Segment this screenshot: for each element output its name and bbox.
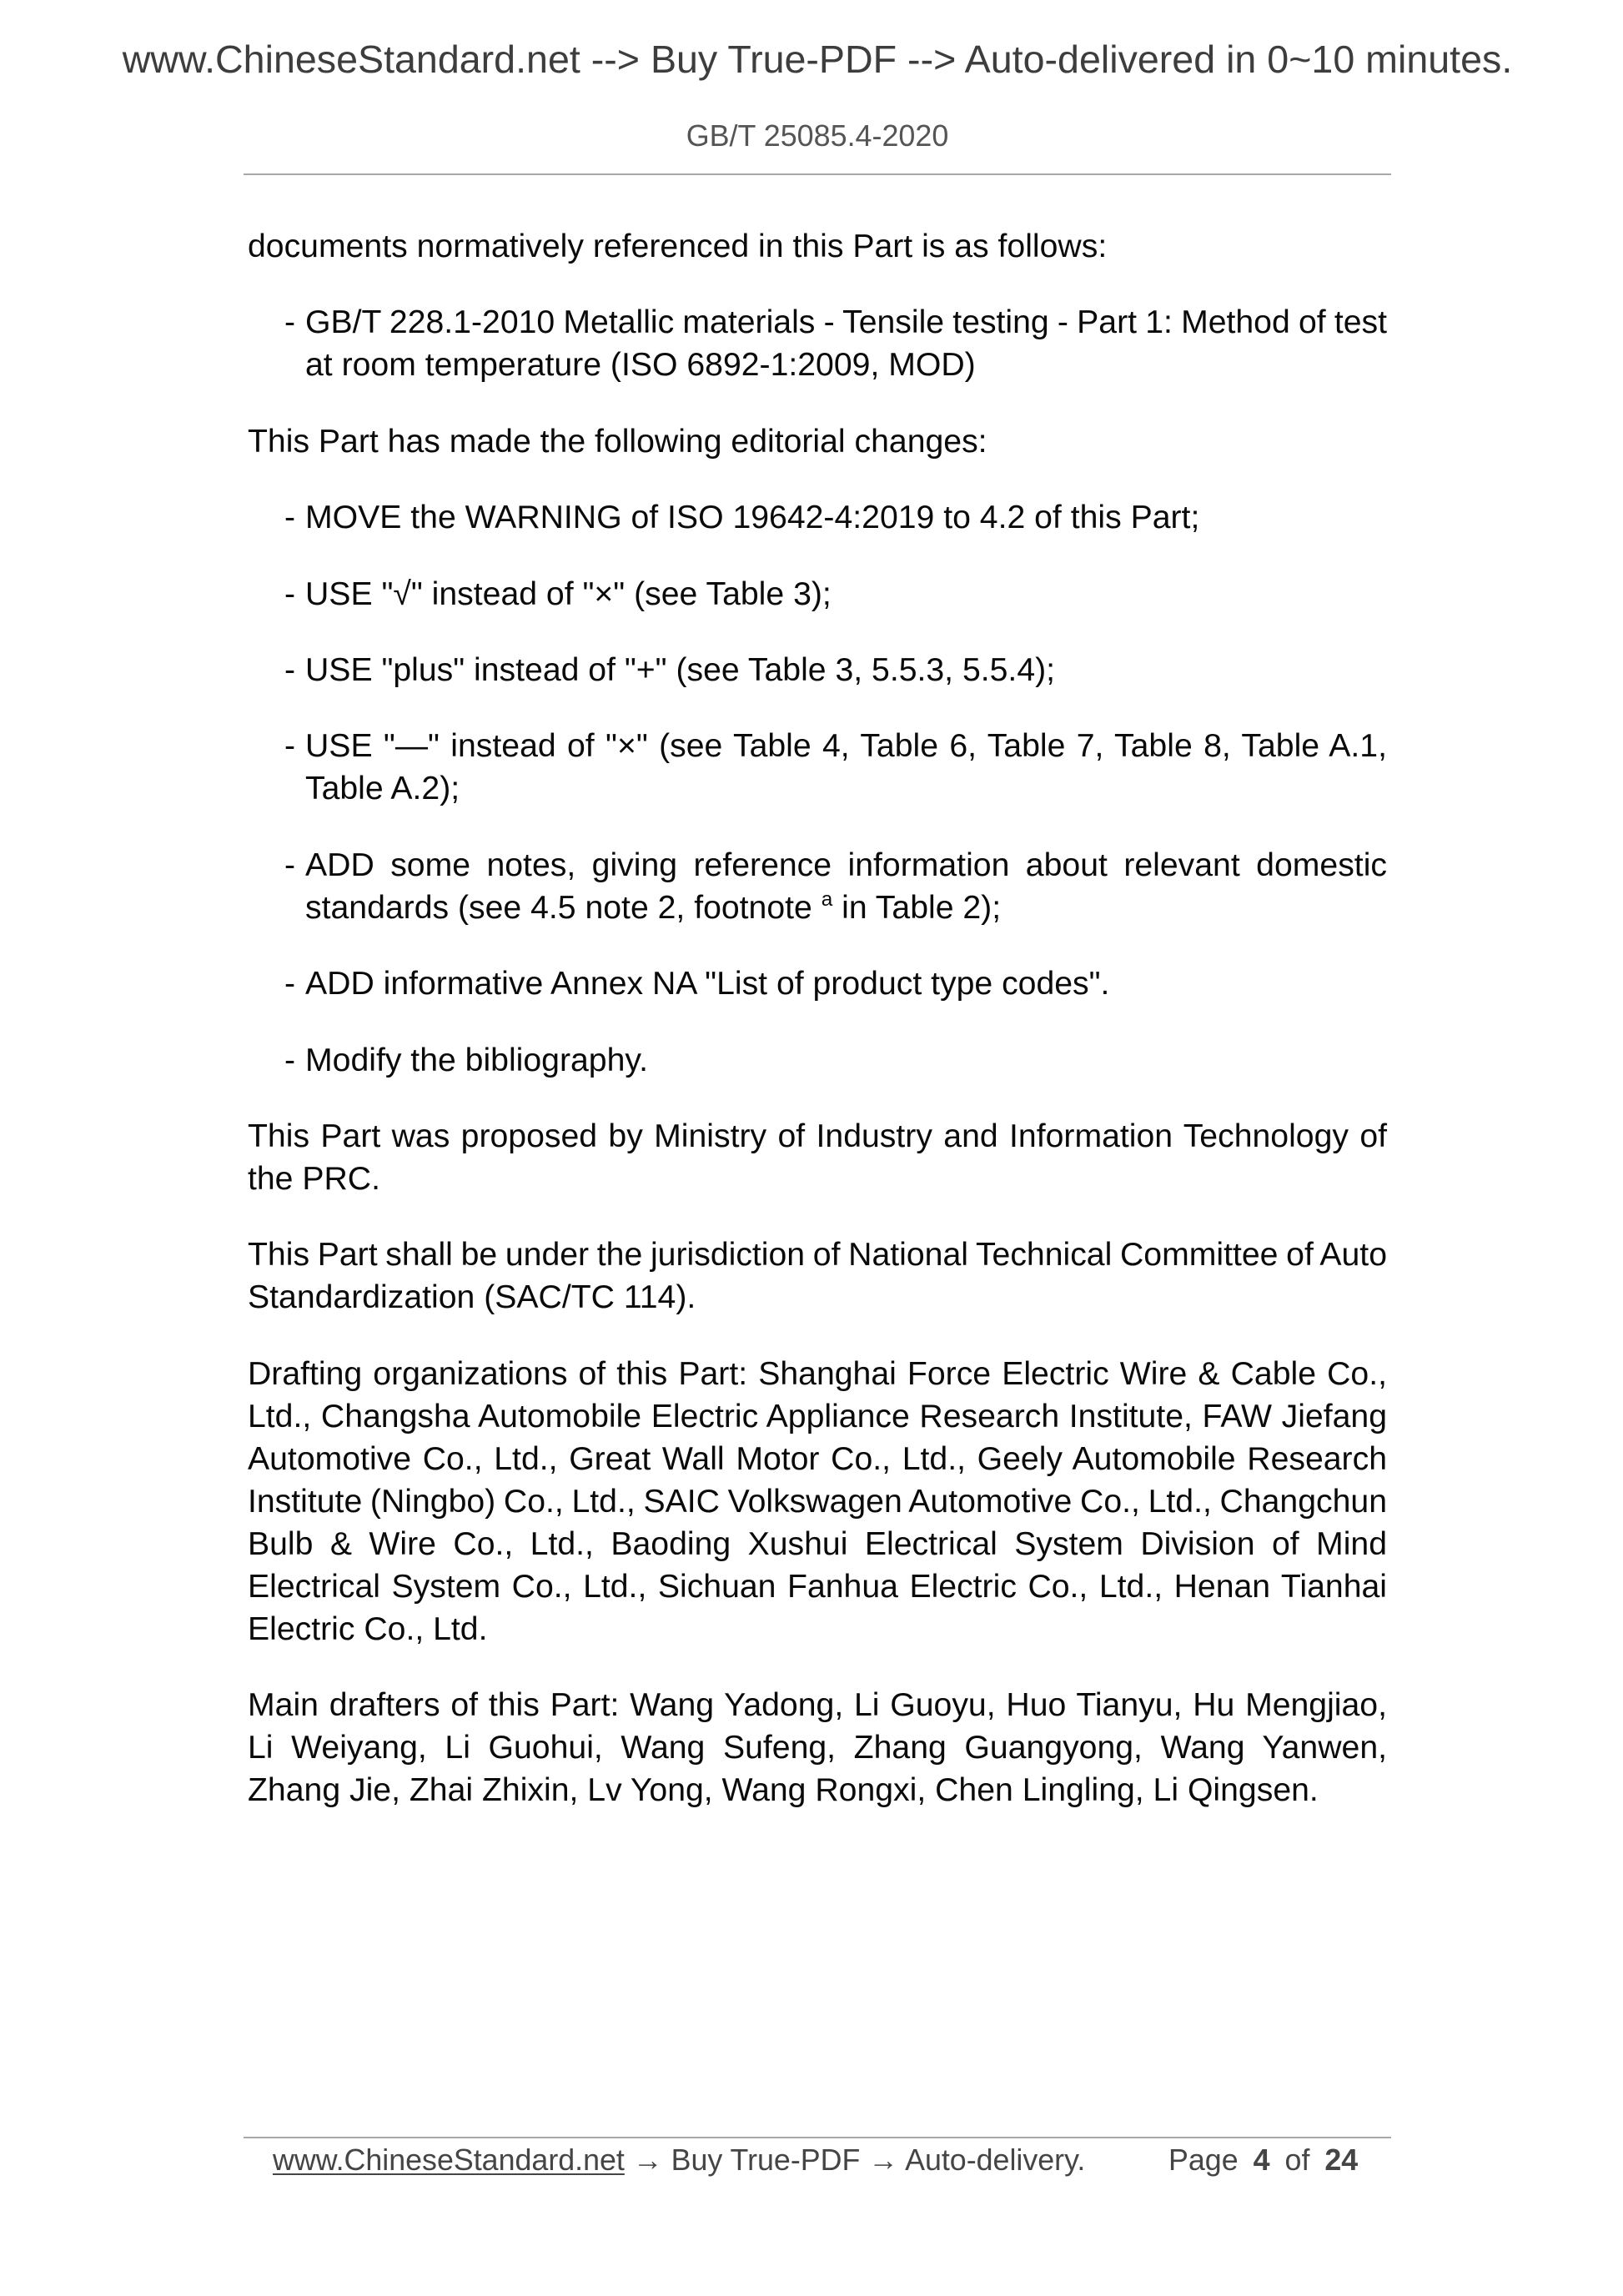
text-line: at room temperature (ISO 6892-1:2009, MOD) bbox=[305, 347, 976, 384]
text-line: Modify the bibliography. bbox=[305, 1042, 648, 1078]
text-line: Standardization (SAC/TC 114). bbox=[248, 1279, 696, 1316]
paragraph-editorial-changes-intro bbox=[248, 420, 1387, 463]
site-banner: www.ChineseStandard.net --> Buy True-PDF --> Auto-delivered in 0~10 minutes. bbox=[122, 38, 1513, 81]
text-line: Li Weiyang, Li Guohui, Wang Sufeng, Zhang Guangyong, Wang Yanwen, bbox=[248, 1730, 1387, 1766]
arrow-right-icon: → bbox=[632, 2143, 663, 2177]
footer-buy-label: Buy True-PDF bbox=[671, 2143, 861, 2177]
bullet-marker: - bbox=[284, 500, 296, 536]
list-item-use-dash bbox=[248, 725, 1387, 810]
text-segment: in Table 2); bbox=[832, 889, 1002, 926]
text-line: USE "—" instead of "×" (see Table 4, Table 6, Table 7, Table 8, Table A.1, bbox=[305, 728, 1387, 765]
list-item-use-check bbox=[248, 573, 1387, 615]
paragraph-jurisdiction bbox=[248, 1233, 1387, 1319]
paragraph-main-drafters bbox=[248, 1684, 1387, 1811]
arrow-right-icon: → bbox=[868, 2143, 899, 2177]
page-current: 4 bbox=[1253, 2143, 1270, 2177]
bullet-marker: - bbox=[284, 728, 296, 765]
text-line-with-footnote bbox=[305, 887, 1387, 929]
text-line: Automotive Co., Ltd., Great Wall Motor Co., Ltd., Geely Automobile Research bbox=[248, 1440, 1387, 1477]
text-line: GB/T 228.1-2010 Metallic materials - Tensile testing - Part 1: Method of test bbox=[305, 304, 1387, 341]
list-item-add-annex bbox=[248, 962, 1387, 1005]
page-of-label: of bbox=[1284, 2143, 1310, 2177]
bullet-marker: - bbox=[284, 575, 296, 612]
text-line: Bulb & Wire Co., Ltd., Baoding Xushui Electrical System Division of Mind bbox=[248, 1525, 1387, 1562]
text-line: Table A.2); bbox=[305, 771, 460, 807]
bullet-marker: - bbox=[284, 304, 296, 341]
text-segment: standards (see 4.5 note 2, footnote bbox=[305, 889, 822, 926]
text-line: Main drafters of this Part: Wang Yadong, Li Guoyu, Huo Tianyu, Hu Mengjiao, bbox=[248, 1687, 1387, 1724]
paragraph-proposed-by bbox=[248, 1115, 1387, 1200]
footer-delivery-label: Auto-delivery. bbox=[905, 2143, 1086, 2177]
page-footer bbox=[0, 2142, 1623, 2178]
footer-tagline bbox=[273, 2142, 1085, 2178]
paragraph-normative-references-intro bbox=[248, 225, 1387, 268]
list-item-add-notes bbox=[248, 844, 1387, 929]
list-item-gbt-228-reference bbox=[248, 301, 1387, 386]
text-line: This Part was proposed by Ministry of Industry and Information Technology of bbox=[248, 1118, 1387, 1154]
list-item-use-plus bbox=[248, 649, 1387, 691]
bullet-marker: - bbox=[284, 966, 296, 1002]
list-item-modify-bibliography bbox=[248, 1039, 1387, 1082]
footer-divider bbox=[244, 2137, 1391, 2138]
document-body bbox=[248, 225, 1387, 1845]
text-line: the PRC. bbox=[248, 1160, 380, 1197]
page-total: 24 bbox=[1324, 2143, 1359, 2177]
text-line: Ltd., Changsha Automobile Electric Appliance Research Institute, FAW Jiefang bbox=[248, 1398, 1387, 1434]
text-line: Drafting organizations of this Part: Shanghai Force Electric Wire & Cable Co., bbox=[248, 1355, 1387, 1392]
text-line: Institute (Ningbo) Co., Ltd., SAIC Volkswagen Automotive Co., Ltd., Changchun bbox=[248, 1483, 1387, 1520]
bullet-marker: - bbox=[284, 1042, 296, 1078]
text-line: Electric Co., Ltd. bbox=[248, 1610, 488, 1647]
standard-code-header: GB/T 25085.4-2020 bbox=[686, 119, 949, 153]
text-line: ADD some notes, giving reference information about relevant domestic bbox=[305, 847, 1387, 883]
text-line: This Part shall be under the jurisdiction of National Technical Committee of Auto bbox=[248, 1237, 1387, 1274]
text-line: MOVE the WARNING of ISO 19642-4:2019 to 4.2 of this Part; bbox=[305, 500, 1200, 536]
list-item-move-warning bbox=[248, 496, 1387, 539]
footer-site-link[interactable]: www.ChineseStandard.net bbox=[273, 2143, 625, 2177]
header-divider bbox=[244, 173, 1391, 175]
page-label: Page bbox=[1168, 2143, 1239, 2177]
text-line: USE "√" instead of "×" (see Table 3); bbox=[305, 575, 832, 612]
text-line: Electrical System Co., Ltd., Sichuan Fanhua Electric Co., Ltd., Henan Tianhai bbox=[248, 1568, 1387, 1605]
bullet-marker: - bbox=[284, 847, 296, 883]
page-number bbox=[1168, 2142, 1358, 2178]
text-line: documents normatively referenced in this Part is as follows: bbox=[248, 229, 1108, 264]
footnote-marker: a bbox=[821, 887, 833, 911]
paragraph-drafting-organizations bbox=[248, 1353, 1387, 1650]
text-line: Zhang Jie, Zhai Zhixin, Lv Yong, Wang Rongxi, Chen Lingling, Li Qingsen. bbox=[248, 1772, 1319, 1809]
text-line: ADD informative Annex NA "List of product type codes". bbox=[305, 966, 1110, 1002]
bullet-marker: - bbox=[284, 651, 296, 688]
text-line: USE "plus" instead of "+" (see Table 3, 5.5.3, 5.5.4); bbox=[305, 651, 1056, 688]
text-line: This Part has made the following editorial changes: bbox=[248, 423, 987, 460]
